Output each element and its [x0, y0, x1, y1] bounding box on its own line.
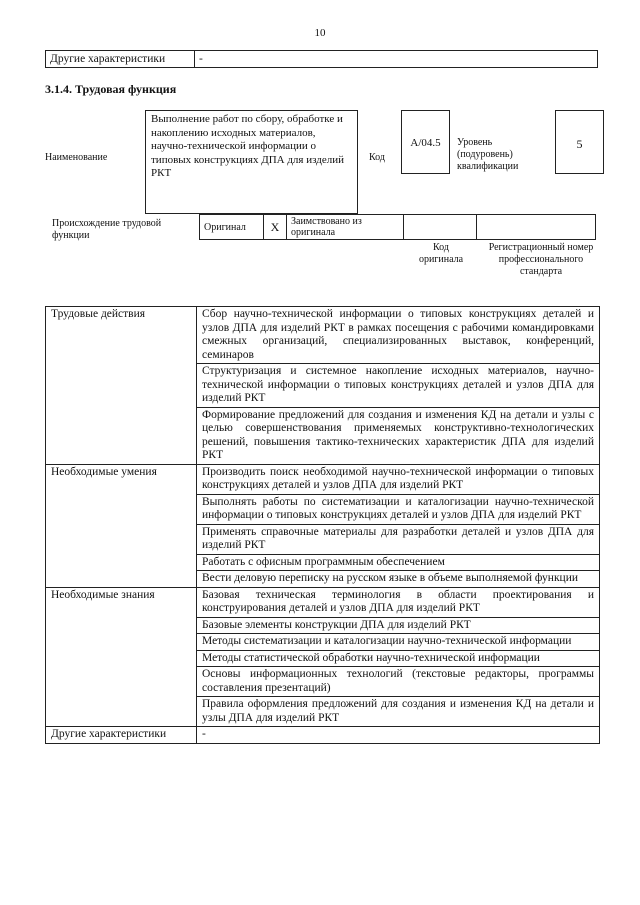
code-value: A/04.5: [401, 110, 450, 174]
function-details-table: [45, 306, 600, 744]
row-item: Структуризация и системное накопление исходных материалов, научно-технической информации о типовых конструкциях деталей и узлов ДПА для изделий РКТ: [197, 364, 600, 408]
row-category: Другие характеристики: [46, 727, 197, 744]
row-item: Правила оформления предложений для создания и изменения КД на детали и узлы ДПА для изделий РКТ: [197, 697, 600, 727]
table-row: [46, 464, 600, 494]
row-item: Выполнять работы по систематизации и каталогизации научно-технической информации о типовых конструкциях деталей и узлов ДПА для изделий РКТ: [197, 494, 600, 524]
row-item: Формирование предложений для создания и изменения КД на детали и узлы с целью совершенствования применяемых конструктивно-технологических решений, повышения тактико-технических характеристик ДПА для изделий РКТ: [197, 407, 600, 464]
origin-mark: X: [264, 215, 287, 240]
origin-label: Происхождение трудовой функции: [52, 218, 162, 241]
origin-original: Оригинал: [200, 215, 264, 240]
row-category: Необходимые умения: [46, 464, 197, 587]
origin-reg-cell: [477, 215, 596, 240]
row-item: Производить поиск необходимой научно-технической информации о типовых конструкциях деталей и узлов ДПА для изделий РКТ: [197, 464, 600, 494]
row-item: Базовые элементы конструкции ДПА для изделий РКТ: [197, 617, 600, 634]
level-value: 5: [555, 110, 604, 174]
page-number: 10: [314, 27, 326, 39]
other-characteristics-label: Другие характеристики: [46, 51, 195, 68]
name-label: Наименование: [45, 152, 108, 163]
row-item: Основы информационных технологий (текстовые редакторы, программы составления презентаций): [197, 667, 600, 697]
table-row: [46, 587, 600, 617]
origin-code-cell: [404, 215, 477, 240]
level-label: Уровень (подуровень) квалификации: [457, 137, 519, 172]
row-category: Трудовые действия: [46, 307, 197, 465]
row-item: -: [197, 727, 600, 744]
other-characteristics-table: [45, 50, 598, 68]
origin-table: [199, 214, 596, 240]
row-item: Методы систематизации и каталогизации научно-технической информации: [197, 634, 600, 651]
row-item: Работать с офисным программным обеспечением: [197, 554, 600, 571]
code-label: Код: [369, 152, 385, 163]
origin-reg-caption: Регистрационный номер профессионального стандарта: [488, 242, 594, 277]
row-item: Вести деловую переписку на русском языке в объеме выполняемой функции: [197, 571, 600, 588]
section-heading: 3.1.4. Трудовая функция: [45, 82, 177, 96]
origin-code-caption: Код оригинала: [418, 242, 464, 265]
row-category: Необходимые знания: [46, 587, 197, 727]
row-item: Сбор научно-технической информации о типовых конструкциях деталей и узлов ДПА для изделий РКТ в рамках посещения с рабочими командировками смежных организаций, специализированных выставок, конференций, семинаров: [197, 307, 600, 364]
table-row: [46, 727, 600, 744]
row-item: Применять справочные материалы для разработки деталей и узлов ДПА для изделий РКТ: [197, 524, 600, 554]
other-characteristics-value: -: [195, 51, 598, 68]
origin-borrowed: Заимствовано из оригинала: [287, 215, 404, 240]
row-item: Методы статистической обработки научно-технической информации: [197, 650, 600, 667]
row-item: Базовая техническая терминология в области проектирования и конструирования деталей и узлов ДПА для изделий РКТ: [197, 587, 600, 617]
function-name: Выполнение работ по сбору, обработке и накоплению исходных материалов, научно-технической информации о типовых конструкциях ДПА для изделий РКТ: [145, 110, 358, 214]
table-row: [46, 307, 600, 364]
